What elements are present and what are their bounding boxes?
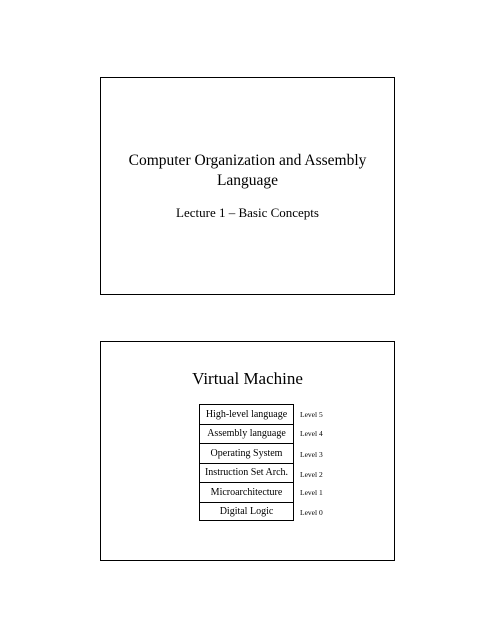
layer-instruction-set-arch: Instruction Set Arch. [199, 463, 294, 483]
layer-operating-system: Operating System [199, 443, 294, 463]
level-label-3: Level 3 [300, 450, 323, 459]
layer-high-level-language: High-level language [199, 404, 294, 424]
layer-digital-logic: Digital Logic [199, 502, 294, 522]
slide-title [101, 151, 394, 191]
level-label-5: Level 5 [300, 410, 323, 419]
title-line-1: Computer Organization and Assembly [128, 152, 367, 169]
slide-subtitle: Lecture 1 – Basic Concepts [176, 205, 319, 220]
level-label-2: Level 2 [300, 470, 323, 479]
slide-title: Virtual Machine [192, 369, 303, 388]
layer-assembly-language: Assembly language [199, 424, 294, 444]
virtual-machine-stack [199, 404, 294, 521]
layer-microarchitecture: Microarchitecture [199, 482, 294, 502]
level-label-0: Level 0 [300, 508, 323, 517]
title-line-2: Language [216, 172, 279, 189]
slide-1 [100, 77, 395, 295]
level-label-4: Level 4 [300, 429, 323, 438]
level-label-1: Level 1 [300, 488, 323, 497]
slide-2 [100, 341, 395, 561]
